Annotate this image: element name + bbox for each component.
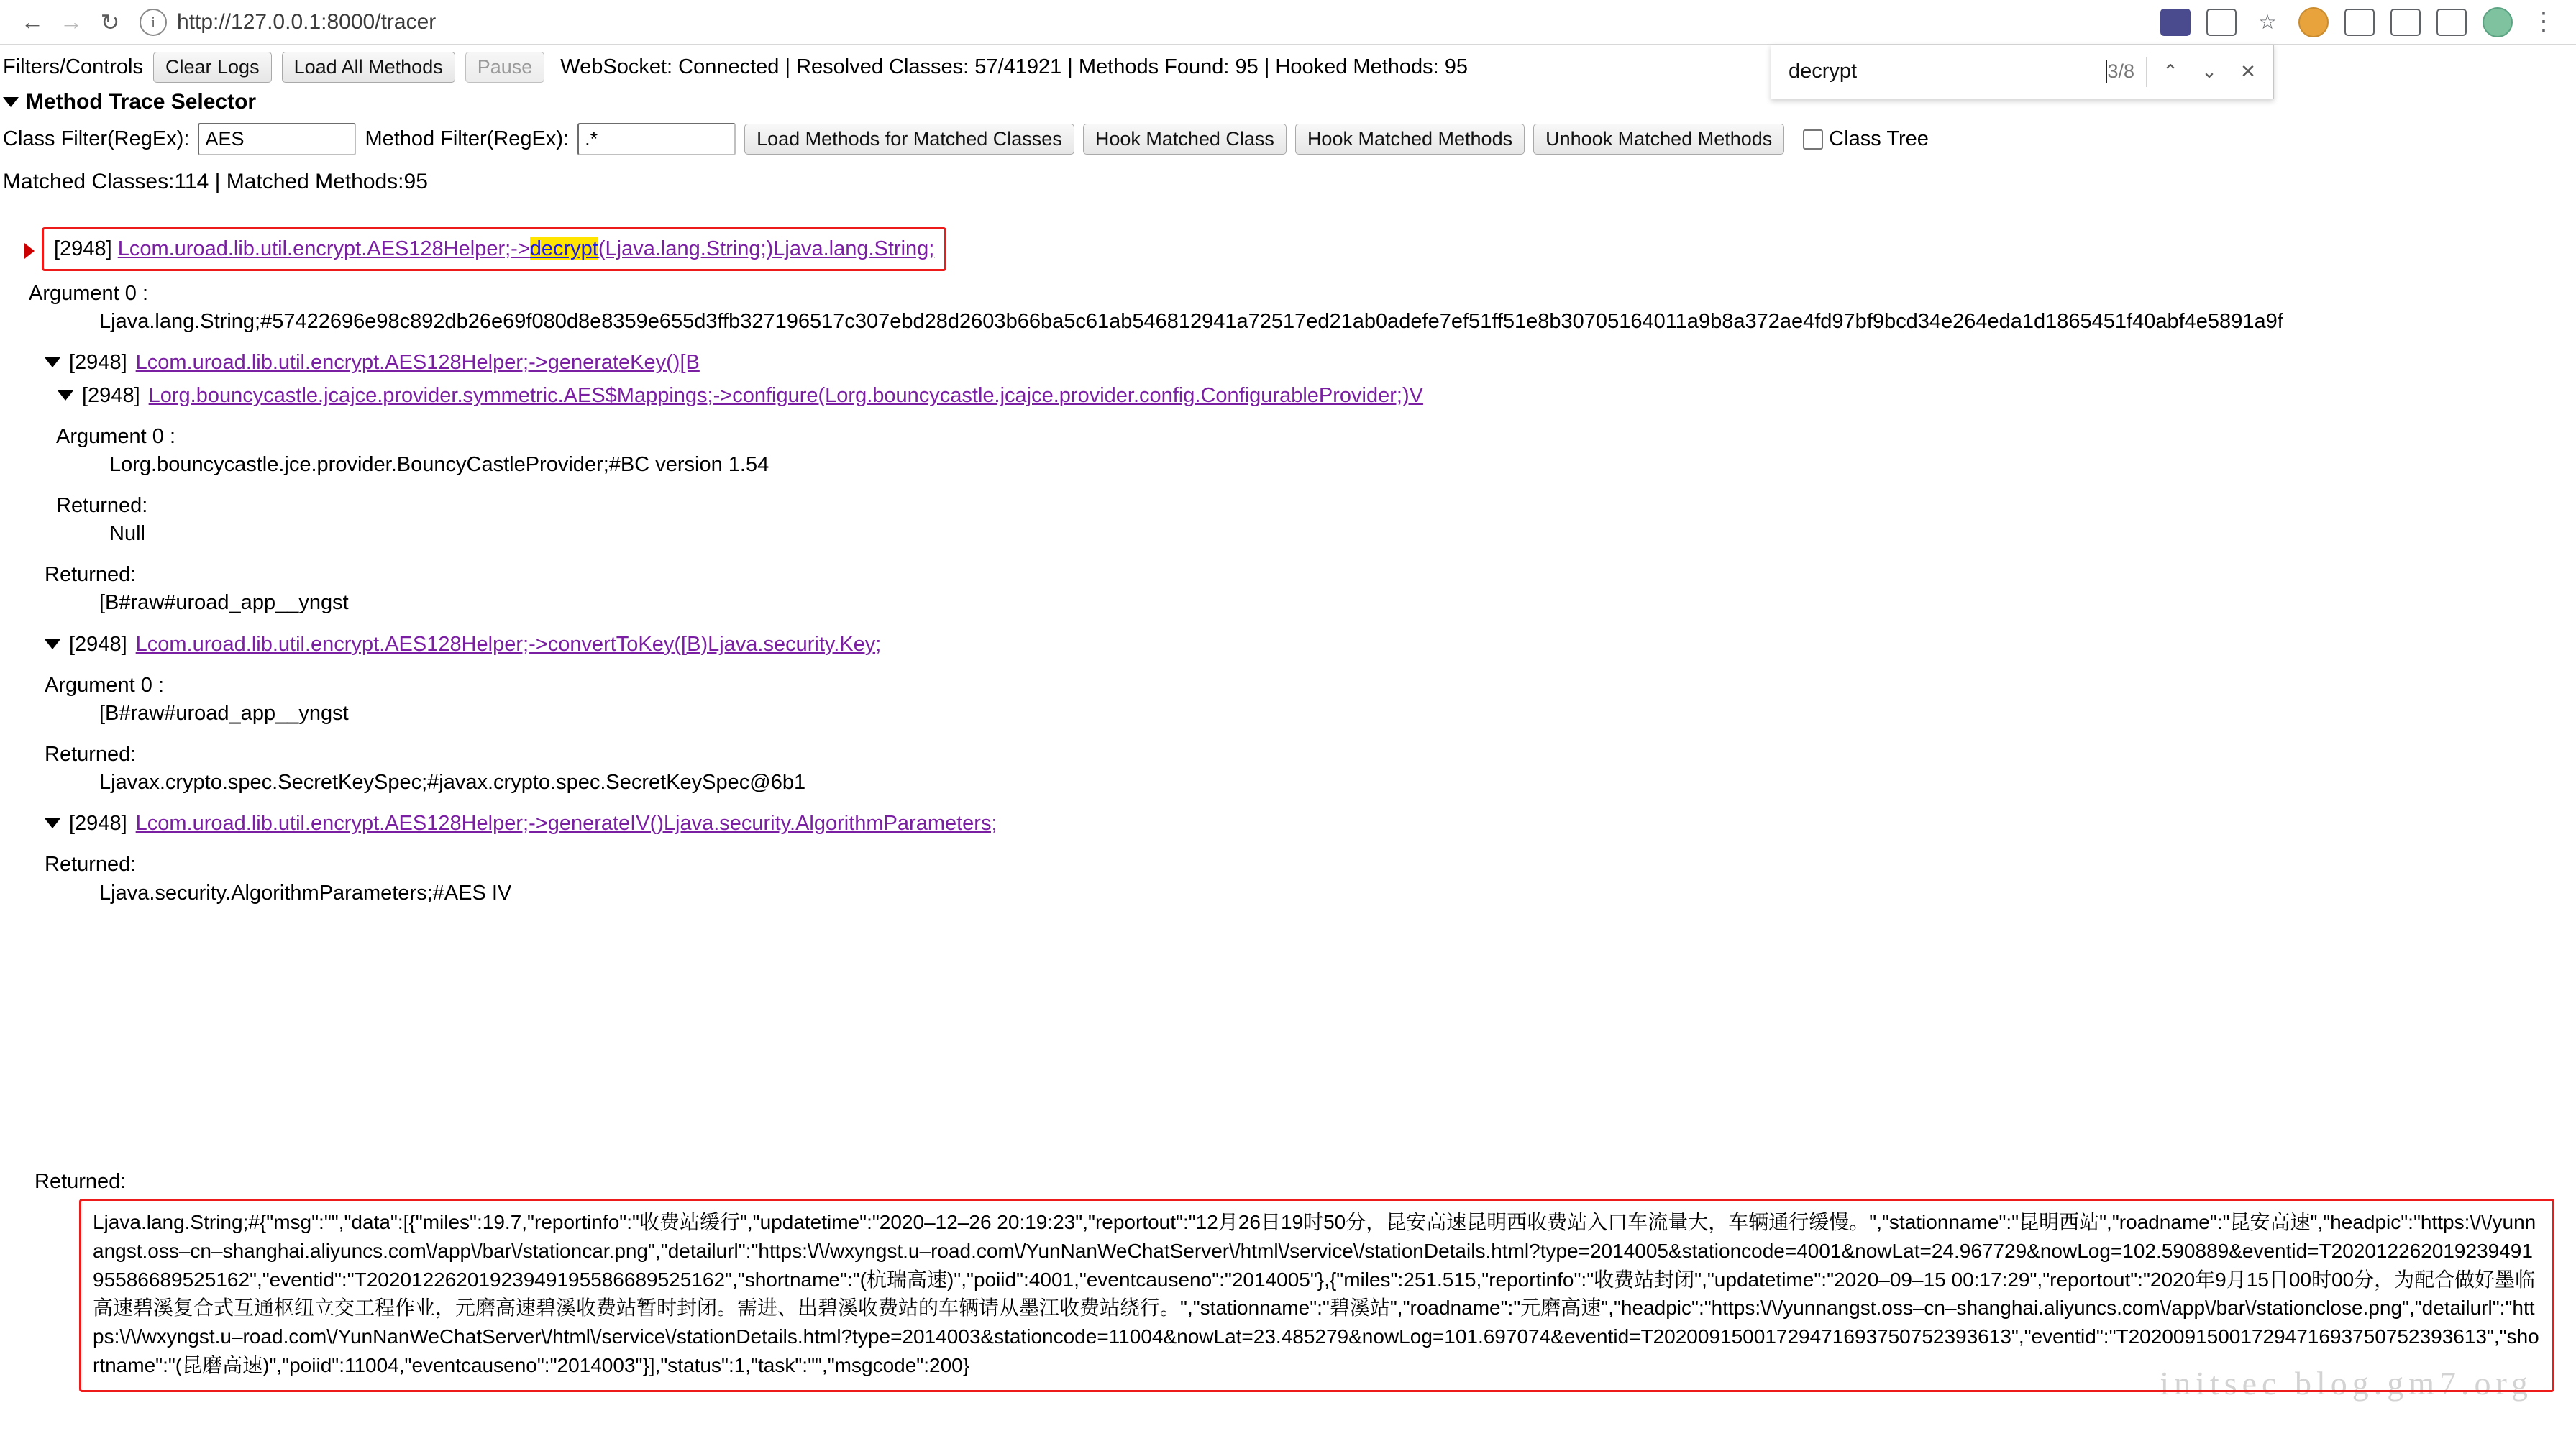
find-close-icon[interactable]: ✕ (2240, 60, 2256, 82)
extension-icon-1[interactable] (2160, 7, 2191, 37)
generatekey-returned-value: [B#raw#uroad_app__yngst (99, 591, 349, 615)
final-returned-label: Returned: (35, 1170, 127, 1193)
address-bar[interactable] (140, 6, 436, 39)
child-node-configure-row (58, 382, 2576, 410)
clear-logs-button[interactable]: Clear Logs (153, 52, 272, 83)
account-icon[interactable] (2483, 7, 2513, 37)
forward-arrow-icon[interactable]: → (60, 9, 83, 35)
section-title-text: Method Trace Selector (26, 90, 257, 114)
method-filter-label: Method Filter(RegEx): (365, 127, 570, 150)
chevron-down-icon[interactable] (45, 818, 60, 828)
extension-icon-4[interactable] (2390, 7, 2421, 37)
chevron-down-icon[interactable] (45, 357, 60, 367)
class-filter-input[interactable] (198, 123, 356, 155)
find-in-page-bar (1771, 45, 2274, 99)
root-node-id: [2948] (54, 237, 112, 260)
filters-controls-label: Filters/Controls (3, 55, 143, 78)
converttokey-returned-label: Returned: (45, 742, 137, 766)
converttokey-arg-value: [B#raw#uroad_app__yngst (99, 701, 349, 725)
generatekey-returned-label: Returned: (45, 563, 137, 587)
chevron-right-icon[interactable] (24, 243, 35, 259)
converttokey-arg-label: Argument 0 : (45, 673, 165, 697)
class-filter-label: Class Filter(RegEx): (3, 127, 190, 150)
child-node-converttokey-signature[interactable]: Lcom.uroad.lib.util.encrypt.AES128Helper;->convertToKey([B)Ljava.security.Key; (135, 632, 882, 656)
child-node-generateiv-id: [2948] (69, 812, 127, 836)
child-node-generatekey-id: [2948] (69, 351, 127, 375)
chrome-actions (2160, 7, 2563, 37)
chevron-down-icon[interactable] (58, 390, 73, 401)
back-arrow-icon[interactable]: ← (21, 9, 44, 35)
root-node-row (24, 227, 2576, 271)
configure-arg-label: Argument 0 : (56, 424, 176, 448)
generateiv-returned-label: Returned: (45, 853, 137, 877)
class-tree-label: Class Tree (1829, 127, 1929, 150)
websocket-status: WebSocket: Connected | Resolved Classes: 57/41921 | Methods Found: 95 | Hooked Methods: 95 (560, 55, 1469, 78)
configure-returned-value: Null (109, 522, 145, 546)
child-node-configure-signature[interactable]: Lorg.bouncycastle.jcajce.provider.symmetric.AES$Mappings;->configure(Lorg.bouncycastle.jcajce.provider.config.ConfigurableProvider;)V (148, 383, 1423, 407)
find-prev-icon[interactable]: ⌃ (2162, 60, 2178, 82)
find-input[interactable] (1787, 59, 2105, 84)
find-next-icon[interactable]: ⌄ (2201, 60, 2217, 82)
trace-output (0, 227, 2576, 907)
child-node-converttokey-id: [2948] (69, 632, 127, 656)
pause-button[interactable]: Pause (465, 52, 545, 83)
hook-matched-class-button[interactable]: Hook Matched Class (1083, 124, 1287, 155)
bookmark-star-icon[interactable]: ☆ (2258, 11, 2277, 33)
chevron-down-icon[interactable] (45, 639, 60, 649)
method-filter-input[interactable] (577, 123, 736, 155)
find-match-count: 3/8 (2107, 60, 2134, 82)
configure-arg-value: Lorg.bouncycastle.jce.provider.BouncyCastleProvider;#BC version 1.54 (109, 452, 769, 476)
converttokey-returned-value: Ljavax.crypto.spec.SecretKeySpec;#javax.crypto.spec.SecretKeySpec@6b1 (99, 771, 806, 795)
root-node-signature-prefix[interactable]: Lcom.uroad.lib.util.encrypt.AES128Helper;-> (117, 237, 530, 260)
load-methods-for-matched-classes-button[interactable]: Load Methods for Matched Classes (744, 124, 1074, 155)
chrome-menu-icon[interactable]: ⋮ (2531, 7, 2556, 35)
child-node-generateiv-signature[interactable]: Lcom.uroad.lib.util.encrypt.AES128Helper;->generateIV()Ljava.security.AlgorithmParameters; (135, 812, 997, 836)
root-node-signature-match[interactable]: decrypt (529, 237, 598, 260)
root-node-highlight-box (42, 227, 946, 271)
final-returned-value-box (79, 1199, 2554, 1392)
reload-icon[interactable]: ↻ (100, 9, 120, 35)
root-arg-label: Argument 0 : (29, 282, 149, 306)
child-node-generatekey-row (45, 349, 2576, 377)
final-returned-value: Ljava.lang.String;#{"msg":"","data":[{"miles":19.7,"reportinfo":"收费站缓行","updatetime":"2020–12–26 20:19:23","reportout":"12月26日19时50分，昆安高速昆明西收费站入口车流量大，车辆通行缓慢。","stationname":"昆明西站","roadname":"昆安高速","headpic":"https:\/\/yunnangst.oss–cn–shanghai.aliyuncs.com\/app\/bar\/stationcar.png","detailurl":"https:\/\/wxyngst.u–road.com\/YunNanWeChatServer\/html\/service\/stationDetails.html?type=2014005&stationcode=4001&nowLat=24.967729&nowLog=102.590889&eventid=T20201226201923949195586689525162","eventid":"T20201226201923949195586689525162","shortname":"(杭瑞高速)","poiid":4001,"eventcauseno":"2014005"},{"miles":251.515,"reportinfo":"收费站封闭","updatetime":"2020–09–15 00:17:29","reportout":"2020年9月15日00时00分，为配合做好墨临高速碧溪复合式互通枢纽立交工程作业，元磨高速碧溪收费站暂时封闭。需进、出碧溪收费站的车辆请从墨江收费站绕行。","stationname":"碧溪站","roadname":"元磨高速","headpic":"https:\/\/yunnangst.oss–cn–shanghai.aliyuncs.com\/app\/bar\/stationclose.png","detailurl":"https:\/\/wxyngst.u–road.com\/YunNanWeChatServer\/html\/service\/stationDetails.html?type=2014003&stationcode=11004&nowLat=23.485279&nowLog=101.697074&eventid=T20200915001729471693750752393613","eventid":"T20200915001729471693750752393613","shortname":"(昆磨高速)","poiid":11004,"eventcauseno":"2014003"}],"status":1,"task":"","msgcode":200} (93, 1211, 2539, 1376)
filters-row (0, 119, 2576, 160)
extension-icon-3[interactable] (2344, 7, 2375, 37)
generateiv-returned-value: Ljava.security.AlgorithmParameters;#AES IV (99, 881, 512, 905)
child-node-configure-id: [2948] (82, 383, 140, 407)
root-arg-value: Ljava.lang.String;#57422696e98c892db26e69f080d8e8359e655d3ffb327196517c307ebd28d2603b66ba5c61ab546812941a72517ed21ab0adefe7ef51ff51e8b30705164011a9b8a372ae4fd97bf9bcd34e264eda1d1865451f40abf4e5891a9f (99, 310, 2283, 334)
profile-avatar-icon[interactable] (2298, 7, 2329, 37)
tracer-page (0, 45, 2576, 1402)
class-tree-checkbox[interactable] (1803, 129, 1823, 150)
extension-icon-2[interactable] (2206, 7, 2237, 37)
child-node-converttokey-row (45, 631, 2576, 659)
url-text: http://127.0.0.1:8000/tracer (177, 9, 437, 34)
configure-returned-label: Returned: (56, 493, 148, 517)
child-node-generateiv-row (45, 810, 2576, 838)
load-all-methods-button[interactable]: Load All Methods (282, 52, 455, 83)
site-info-icon[interactable]: i (140, 9, 167, 36)
unhook-matched-methods-button[interactable]: Unhook Matched Methods (1533, 124, 1784, 155)
extension-icon-5[interactable] (2436, 7, 2467, 37)
watermark-text: initsec blog.gm7.org (2160, 1365, 2533, 1402)
child-node-generatekey-signature[interactable]: Lcom.uroad.lib.util.encrypt.AES128Helper;->generateKey()[B (135, 351, 700, 375)
browser-toolbar (0, 0, 2576, 45)
chevron-down-icon (3, 97, 19, 107)
matched-summary: Matched Classes:114 | Matched Methods:95 (3, 170, 428, 193)
hook-matched-methods-button[interactable]: Hook Matched Methods (1295, 124, 1525, 155)
divider (2146, 57, 2147, 87)
root-node-signature-suffix[interactable]: (Ljava.lang.String;)Ljava.lang.String; (598, 237, 935, 260)
